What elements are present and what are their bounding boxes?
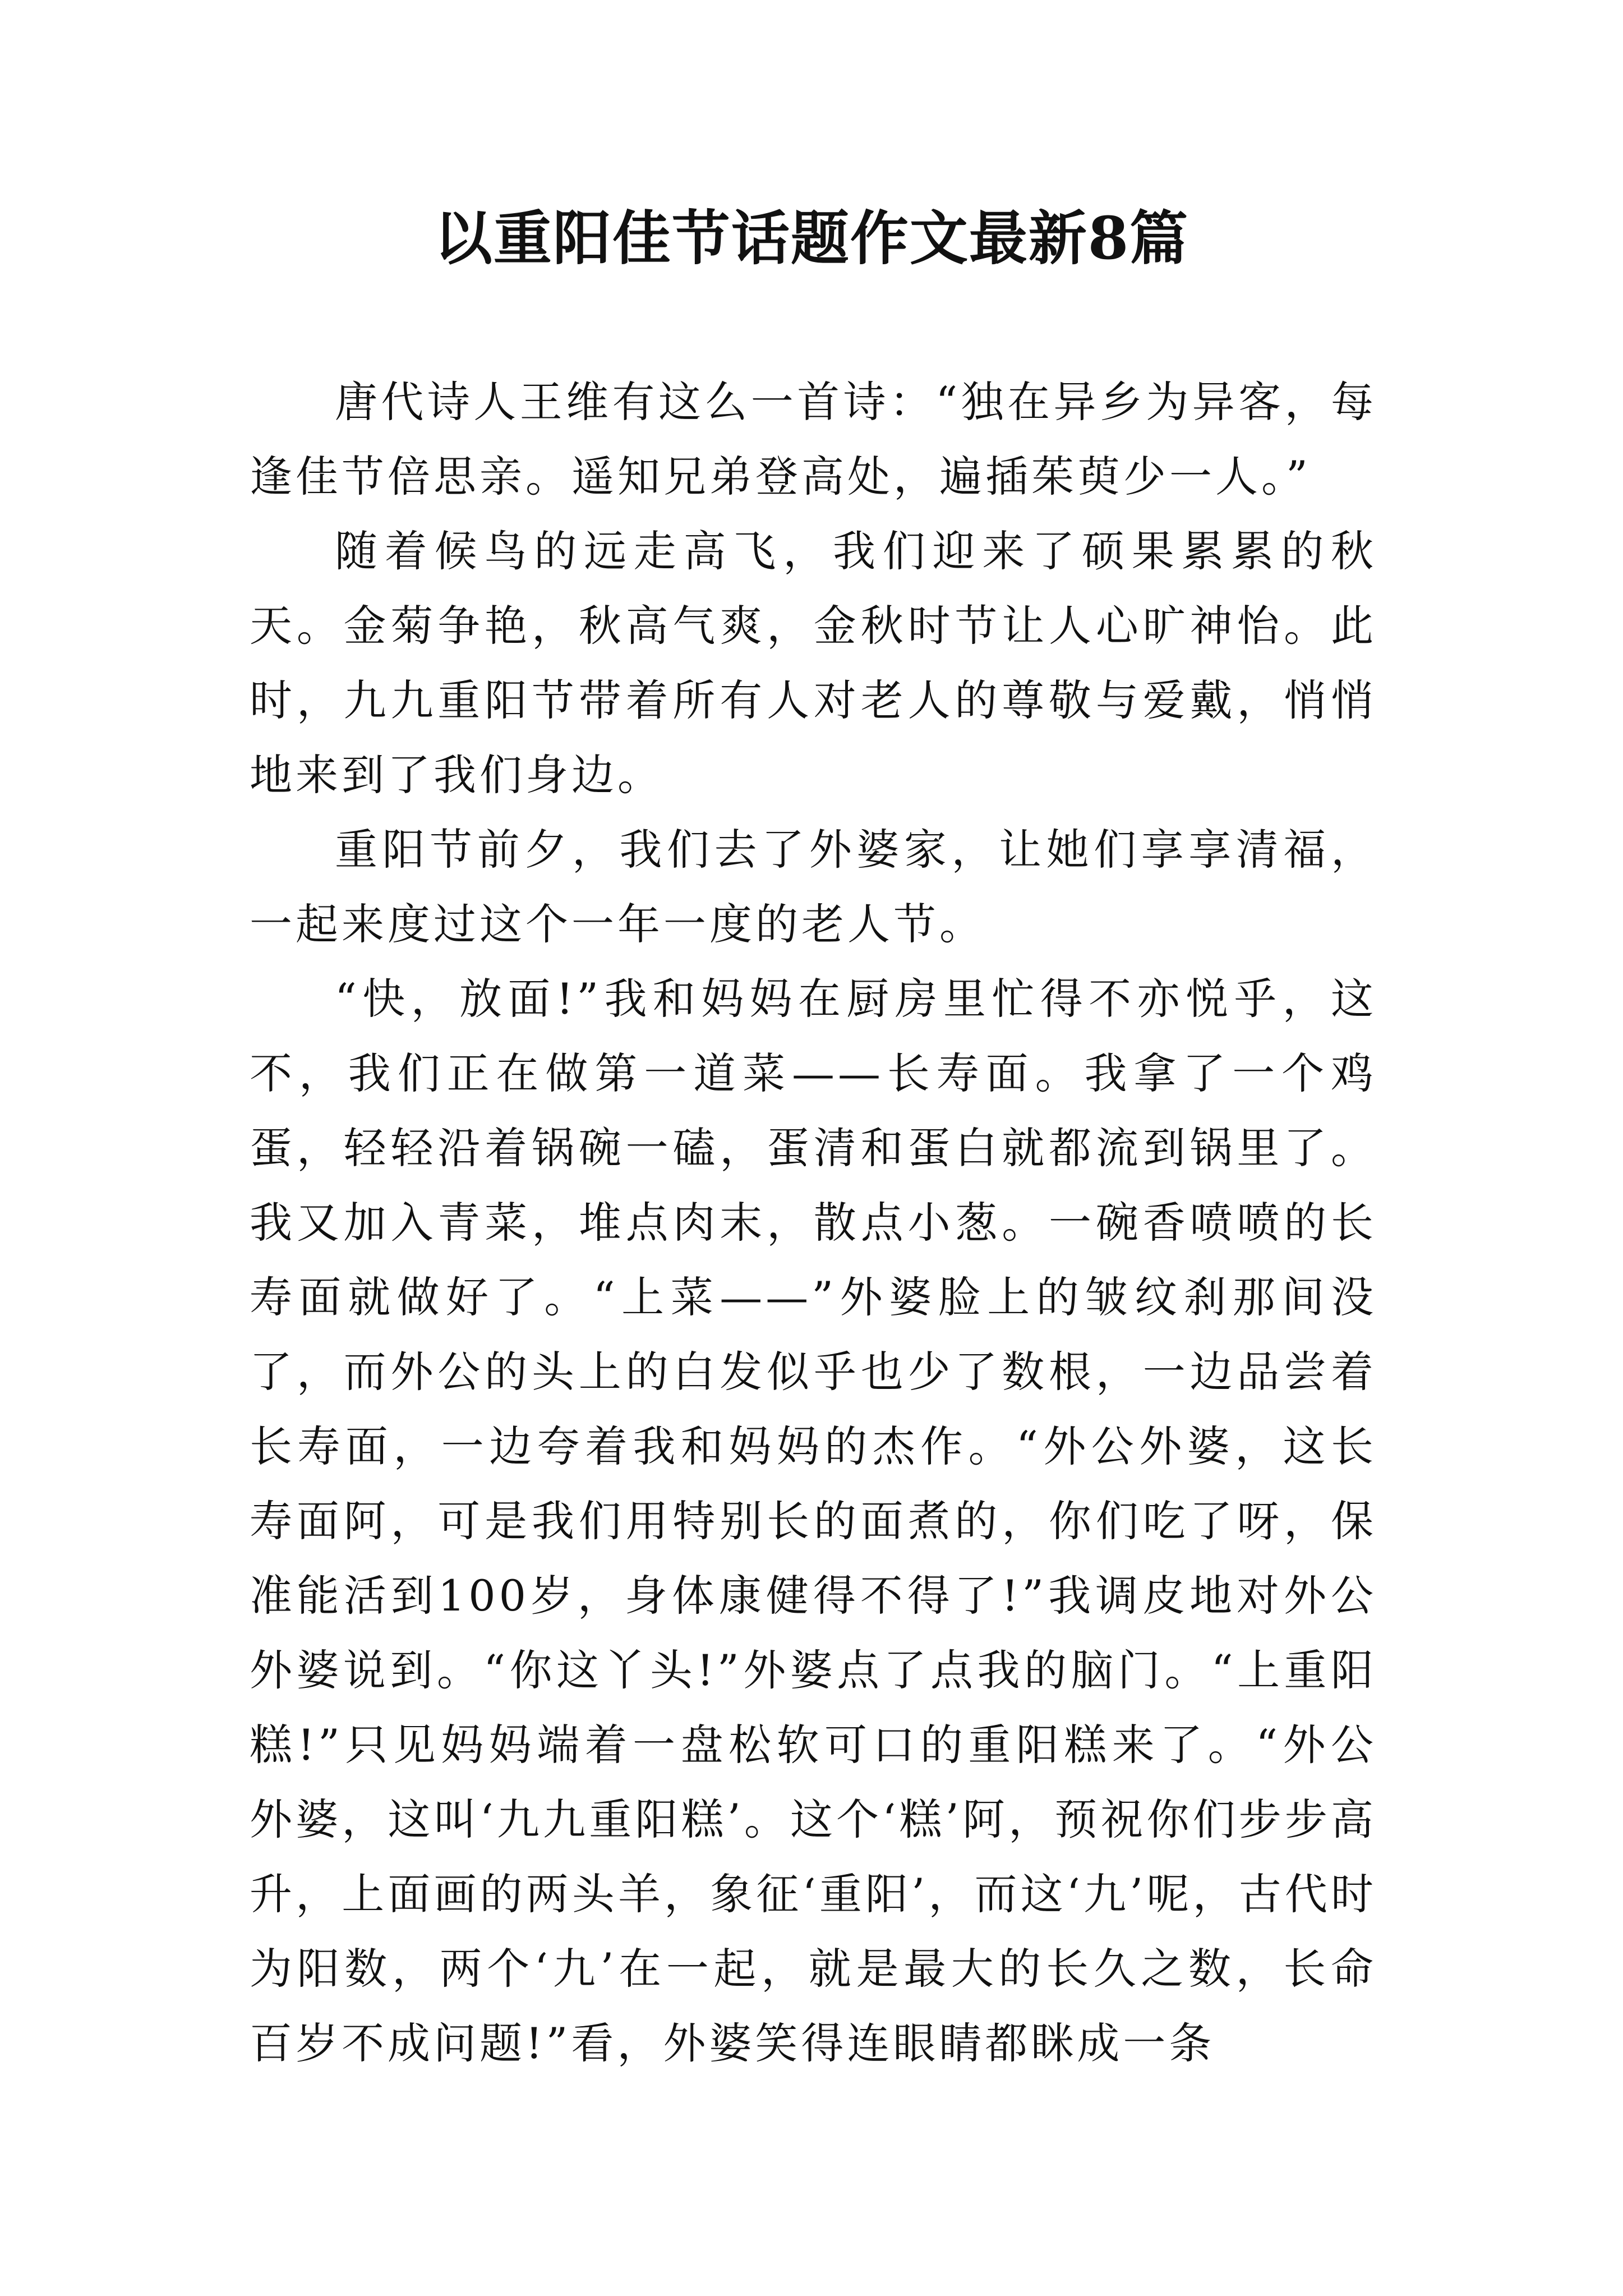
paragraph-1: 唐代诗人王维有这么一首诗：“独在异乡为异客，每逢佳节倍思亲。遥知兄弟登高处，遍插茱萸少一人。”	[250, 377, 1377, 501]
document-body	[250, 365, 1377, 2081]
document-title: 以重阳佳节话题作文最新8篇	[434, 204, 1189, 273]
paragraph-4: “快，放面!”我和妈妈在厨房里忙得不亦悦乎，这不，我们正在做第一道菜——长寿面。我拿了一个鸡蛋，轻轻沿着锅碗一磕，蛋清和蛋白就都流到锅里了。我又加入青菜，堆点肉末，散点小葱。一碗香喷喷的长寿面就做好了。“上菜——”外婆脸上的皱纹刹那间没了，而外公的头上的白发似乎也少了数根，一边品尝着长寿面，一边夸着我和妈妈的杰作。“外公外婆，这长寿面阿，可是我们用特别长的面煮的，你们吃了呀，保准能活到100岁，身体康健得不得了!”我调皮地对外公外婆说到。“你这丫头!”外婆点了点我的脑门。“上重阳糕!”只见妈妈端着一盘松软可口的重阳糕来了。“外公外婆，这叫‘九九重阳糕’。这个‘糕’阿，预祝你们步步高升，上面画的两头羊，象征‘重阳’，而这‘九’呢，古代时为阳数，两个‘九’在一起，就是最大的长久之数，长命百岁不成问题!”看，外婆笑得连眼睛都眯成一条	[250, 974, 1377, 2068]
paragraph-2: 随着候鸟的远走高飞，我们迎来了硕果累累的秋天。金菊争艳，秋高气爽，金秋时节让人心旷神怡。此时，九九重阳节带着所有人对老人的尊敬与爱戴，悄悄地来到了我们身边。	[250, 526, 1377, 800]
paragraph-3: 重阳节前夕，我们去了外婆家，让她们享享清福，一起来度过这个一年一度的老人节。	[250, 825, 1377, 949]
